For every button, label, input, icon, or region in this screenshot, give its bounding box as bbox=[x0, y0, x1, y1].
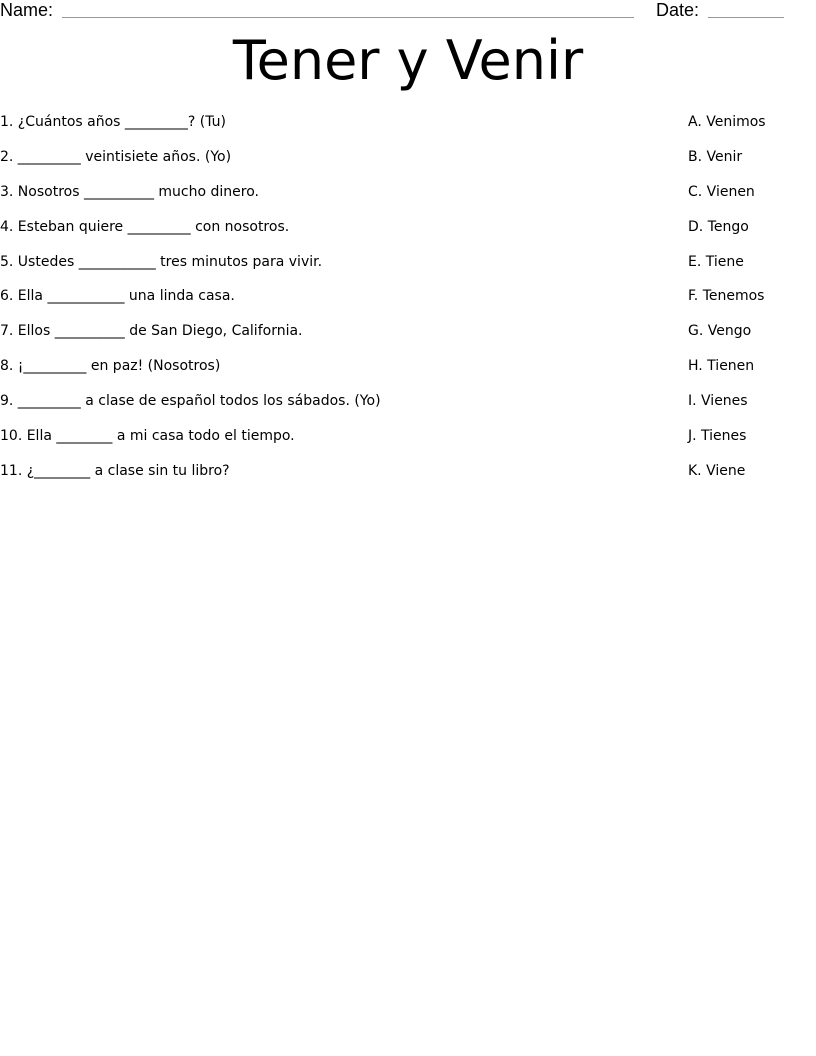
answer-option: C. Vienen bbox=[688, 183, 755, 200]
answer-option: B. Venir bbox=[688, 148, 743, 165]
question-list bbox=[0, 112, 640, 496]
name-field[interactable] bbox=[62, 17, 634, 18]
question-item: 9. _________ a clase de español todos los sábados. (Yo) bbox=[0, 393, 381, 410]
question-item: 5. Ustedes ___________ tres minutos para vivir. bbox=[0, 253, 323, 270]
answer-option: H. Tienen bbox=[688, 358, 755, 375]
question-item: 11. ¿________ a clase sin tu libro? bbox=[0, 462, 230, 479]
question-item: 6. Ella ___________ una linda casa. bbox=[0, 288, 235, 305]
answer-option: K. Viene bbox=[688, 462, 746, 479]
worksheet-title: Tener y Venir bbox=[232, 29, 584, 92]
date-field[interactable] bbox=[708, 17, 784, 18]
answer-option: J. Tienes bbox=[688, 428, 747, 445]
answer-bank bbox=[688, 112, 808, 496]
answer-option: A. Venimos bbox=[688, 114, 766, 130]
question-item: 2. _________ veintisiete años. (Yo) bbox=[0, 148, 232, 165]
answer-option: G. Vengo bbox=[688, 323, 752, 340]
answer-option: F. Tenemos bbox=[688, 288, 765, 305]
answer-option: D. Tengo bbox=[688, 218, 749, 235]
question-item: 8. ¡_________ en paz! (Nosotros) bbox=[0, 358, 221, 375]
answer-option: I. Vienes bbox=[688, 393, 748, 410]
question-item: 7. Ellos __________ de San Diego, California. bbox=[0, 323, 303, 340]
date-label: Date: bbox=[656, 0, 700, 20]
question-item: 1. ¿Cuántos años _________? (Tu) bbox=[0, 114, 227, 130]
question-item: 4. Esteban quiere _________ con nosotros. bbox=[0, 218, 290, 235]
answer-option: E. Tiene bbox=[688, 253, 744, 270]
worksheet-header bbox=[0, 0, 816, 22]
question-item: 3. Nosotros __________ mucho dinero. bbox=[0, 183, 259, 200]
question-item: 10. Ella ________ a mi casa todo el tiempo. bbox=[0, 428, 295, 445]
name-label: Name: bbox=[0, 0, 54, 20]
